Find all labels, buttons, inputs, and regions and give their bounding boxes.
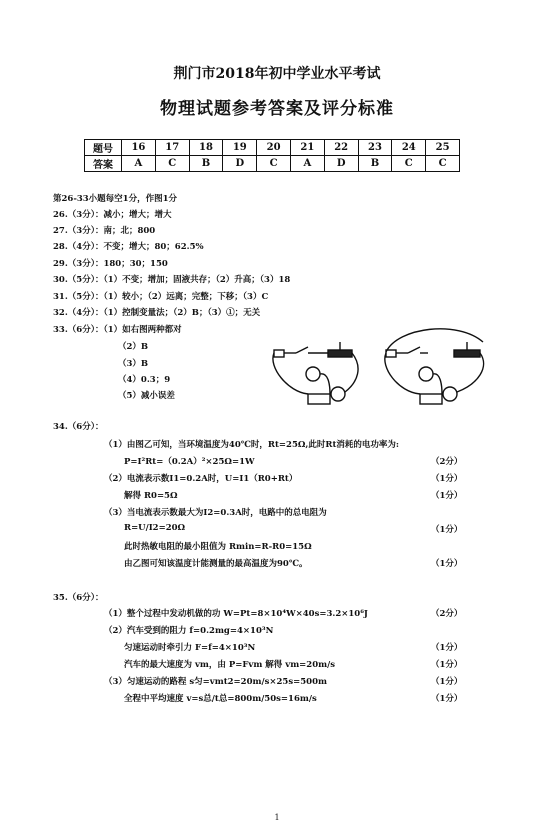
answer-line-34: 34.（6分）：: [53, 422, 104, 432]
answer-line-35: 35.（6分）：: [53, 593, 104, 603]
question-number-cell: 20: [257, 140, 291, 156]
points-label: （1分）: [431, 643, 463, 653]
answer-line-27: 27.（3分）：南；北；800: [53, 226, 156, 236]
question-number-cell: 22: [324, 140, 358, 156]
answer-35-line2: （2）汽车受到的阻力 f=0.2mg=4×10³N: [104, 626, 274, 636]
answer-35-line3: 匀速运动时牵引力 F=f=4×10³N: [124, 643, 256, 653]
question-number-cell: 21: [290, 140, 324, 156]
answer-cell: B: [358, 156, 392, 172]
answer-33-part4: （4）0.3；9: [118, 375, 171, 385]
answer-cell: D: [324, 156, 358, 172]
points-label: （2分）: [431, 609, 463, 619]
answer-cell: C: [155, 156, 189, 172]
document-subtitle: 物理试题参考答案及评分标准: [160, 99, 394, 119]
answer-35-line6: 全程中平均速度 v=s总/t总=800m/50s=16m/s: [124, 694, 317, 704]
ammeter-symbol: [306, 367, 320, 381]
points-label: （1分）: [431, 677, 463, 687]
table-header-cell: 答案: [85, 156, 122, 172]
rheostat-symbol: [328, 350, 352, 357]
question-number-cell: 19: [223, 140, 257, 156]
question-number-cell: 24: [392, 140, 426, 156]
points-label: （1分）: [431, 694, 463, 704]
document-title: 荆门市2018年初中学业水平考试: [173, 66, 381, 82]
answer-table-number-row: [85, 140, 460, 156]
answer-line-28: 28.（4分）：不变；增大；80；62.5%: [53, 242, 204, 252]
answer-34-line2: P=I²Rt=（0.2A）²×25Ω=1W: [124, 457, 255, 467]
circuit-diagram-left: [273, 342, 358, 404]
table-header-cell: 题号: [85, 140, 122, 156]
answer-line-26: 26.（3分）：减小；增大；增大: [53, 210, 172, 220]
points-label: （1分）: [431, 491, 463, 501]
answer-34-line3: （2）电流表示数I1=0.2A时，U=I1（R0+Rt）: [104, 474, 298, 484]
page-number: 1: [274, 813, 280, 822]
switch-symbol: [296, 347, 308, 353]
battery-symbol: [274, 350, 284, 357]
answer-table-answer-row: [85, 156, 460, 172]
answer-33-part2: （2）B: [118, 342, 149, 352]
answer-34-line6: R=U/I2=20Ω: [124, 523, 186, 533]
points-label: （1分）: [431, 474, 463, 484]
answer-35-line1: （1）整个过程中发动机做的功 W=Pt=8×10⁴W×40s=3.2×10⁶J: [104, 609, 368, 619]
answer-cell: A: [290, 156, 324, 172]
answer-35-line5: （3）匀速运动的路程 s匀=vmt2=20m/s×25s=500m: [104, 677, 327, 687]
answer-33-part3: （3）B: [118, 359, 149, 369]
voltmeter-symbol: [331, 387, 345, 401]
answer-line-33: 33.（6分）：（1）如右图两种都对: [53, 325, 182, 335]
question-number-cell: 23: [358, 140, 392, 156]
question-number-cell: 16: [122, 140, 156, 156]
answer-cell: B: [189, 156, 223, 172]
answer-line-29: 29.（3分）：180；30；150: [53, 259, 168, 269]
points-label: （1分）: [431, 559, 463, 569]
question-number-cell: 17: [155, 140, 189, 156]
circuit-diagrams: [268, 322, 504, 412]
points-label: （2分）: [431, 457, 463, 467]
answer-cell: C: [257, 156, 291, 172]
answer-line-30: 30.（5分）：（1）不变；增加；固液共存；（2）升高；（3）18: [53, 275, 291, 285]
answer-cell: C: [426, 156, 460, 172]
answer-cell: D: [223, 156, 257, 172]
answer-34-line7: 此时热敏电阻的最小阻值为 Rmin=R-R0=15Ω: [124, 542, 312, 552]
answer-34-line8: 由乙图可知该温度计能测量的最高温度为90℃。: [124, 559, 308, 569]
question-number-cell: 25: [426, 140, 460, 156]
answer-line-31: 31.（5分）：（1）较小；（2）远离；完整；下移；（3）C: [53, 292, 269, 302]
answer-cell: A: [122, 156, 156, 172]
answer-33-part5: （5）减小误差: [118, 391, 175, 401]
answer-cell: C: [392, 156, 426, 172]
points-label: （1分）: [431, 660, 463, 670]
answer-34-line4: 解得 R0=5Ω: [124, 491, 178, 501]
answer-34-line5: （3）当电流表示数最大为I2=0.3A时，电路中的总电阻为: [104, 508, 327, 518]
answer-table: [84, 139, 460, 172]
scoring-note: 第26-33小题每空1分，作图1分: [53, 194, 178, 204]
answer-34-line1: （1）由图乙可知，当环境温度为40℃时，Rt=25Ω,此时Rt消耗的电功率为:: [104, 440, 400, 450]
answer-line-32: 32.（4分）：（1）控制变量法；（2）B；（3）①；无关: [53, 308, 261, 318]
question-number-cell: 18: [189, 140, 223, 156]
circuit-diagram-right: [385, 329, 484, 404]
answer-35-line4: 汽车的最大速度为 vm，由 P=Fvm 解得 vm=20m/s: [124, 660, 336, 670]
resistor-symbol: [308, 394, 330, 404]
points-label: （1分）: [431, 525, 463, 535]
